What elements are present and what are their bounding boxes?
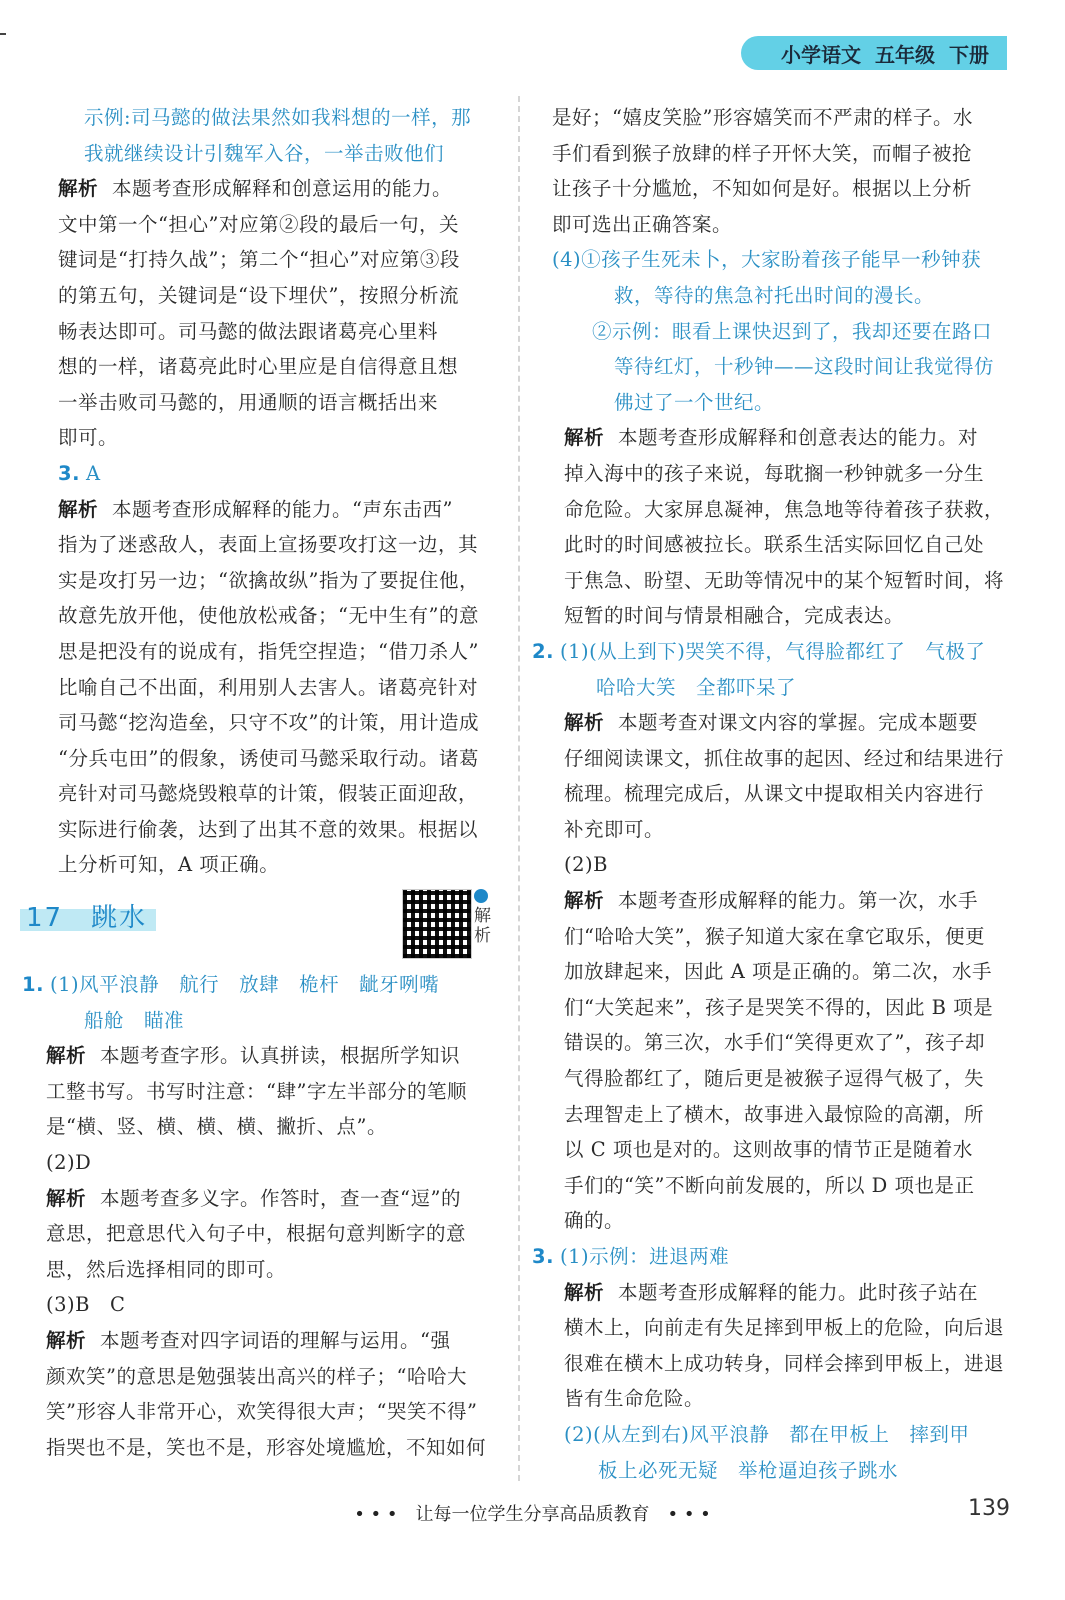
column-divider — [518, 96, 520, 1481]
text-line: 指为了迷惑敌人，表面上宣扬要攻打这一边，其 — [58, 533, 479, 557]
answer-line: 佛过了一个世纪。 — [614, 390, 775, 414]
qr-label[interactable]: 解析 — [474, 889, 496, 946]
answer-line: (2)(从左到右)风平浪静 都在甲板上 摔到甲 — [564, 1422, 970, 1446]
text-line: 们“哈哈大笑”，猴子知道大家在拿它取乐，便更 — [564, 924, 985, 948]
header-grade: 五年级 — [875, 42, 935, 67]
sub-answer: (3)B C — [46, 1293, 126, 1317]
text-line: 补充即可。 — [564, 817, 665, 841]
text-line: 意思，把意思代入句子中，根据句意判断字的意 — [46, 1222, 467, 1246]
left-column — [22, 100, 504, 1465]
text-line: 错误的。第三次，水手们“笑得更欢了”，孩子却 — [564, 1031, 985, 1055]
text-line: 是好；“嬉皮笑脸”形容嬉笑而不严肃的样子。水 — [552, 106, 973, 129]
question-number: 1. — [22, 973, 44, 997]
analysis-tag: 解析 — [58, 497, 99, 521]
text-line: 很难在横木上成功转身，同样会摔到甲板上，进退 — [564, 1351, 1005, 1375]
text-line: 们“大笑起来”，孩子是哭笑不得的，因此 B 项是 — [564, 995, 994, 1019]
margin-mark — [0, 33, 6, 35]
analysis-tag: 解析 — [564, 889, 605, 913]
text-line: 的第五句，关键词是“设下埋伏”，按照分析流 — [58, 283, 459, 307]
analysis-tag: 解析 — [58, 177, 99, 201]
answer-line: 哈哈大笑 全都吓呆了 — [596, 675, 797, 699]
explanation: 解析 本题考查形成解释的能力。第一次，水手 — [564, 889, 979, 913]
text-line: 加放肆起来，因此 A 项是正确的。第二次，水手 — [564, 960, 992, 984]
text-line: 指哭也不是，笑也不是，形容处境尴尬，不知如何 — [46, 1435, 487, 1459]
explanation: 解析 本题考查对四字词语的理解与运用。“强 — [46, 1329, 451, 1352]
header-subject: 小学语文 — [781, 42, 861, 67]
question-1: 1. (1)风平浪静 航行 放肆 桅杆 龇牙咧嘴 — [22, 967, 504, 1003]
analysis-tag: 解析 — [564, 1280, 605, 1304]
question-3: 3. (1)示例：进退两难 — [532, 1239, 1018, 1275]
right-column — [532, 100, 1018, 1488]
text-line: 去理智走上了横木，故事进入最惊险的高潮，所 — [564, 1102, 985, 1126]
header-volume: 下册 — [949, 42, 989, 67]
text-line: “分兵屯田”的假象，诱使司马懿采取行动。诸葛 — [58, 746, 479, 770]
footer-slogan: • • • 让每一位学生分享高品质教育 • • • — [354, 1504, 711, 1525]
text-line: 梳理。梳理完成后，从课文中提取相关内容进行 — [564, 782, 985, 806]
answer-line: (4)①孩子生死未卜，大家盼着孩子能早一秒钟获 — [552, 248, 982, 272]
text-line: 颜欢笑”的意思是勉强装出高兴的样子；“哈哈大 — [46, 1364, 467, 1388]
explanation: 解析 本题考查形成解释的能力。此时孩子站在 — [564, 1280, 979, 1304]
answer-line: 示例:司马懿的做法果然如我料想的一样，那 — [84, 106, 472, 129]
text-line: 确的。 — [564, 1209, 625, 1233]
answer-line: ②示例：眼看上课快迟到了，我却还要在路口 — [592, 319, 993, 343]
explanation: 解析 本题考查对课文内容的掌握。完成本题要 — [564, 711, 979, 735]
header-tab — [741, 36, 1007, 70]
lesson-heading — [26, 889, 504, 967]
page-number: 139 — [968, 1496, 1010, 1521]
text-line: 笑”形容人非常开心，欢笑得很大声；“哭笑不得” — [46, 1400, 478, 1424]
qr-code[interactable] — [402, 889, 472, 959]
text-line: 畅表达即可。司马懿的做法跟诸葛亮心里料 — [58, 319, 439, 343]
text-line: 即可选出正确答案。 — [552, 212, 733, 236]
explanation: 解析 本题考查形成解释的能力。“声东击西” — [58, 497, 453, 521]
explanation: 解析 本题考查多义字。作答时，查一查“逗”的 — [46, 1186, 461, 1210]
text-line: 手们的“笑”不断向前发展的，所以 D 项也是正 — [564, 1173, 975, 1197]
text-line: 短暂的时间与情景相融合，完成表达。 — [564, 604, 905, 628]
text-line: 思，然后选择相同的即可。 — [46, 1257, 287, 1281]
lesson-title: 17 跳水 — [26, 903, 148, 934]
text-line: 掉入海中的孩子来说，每耽搁一秒钟就多一分生 — [564, 461, 985, 485]
text-line: 皆有生命危险。 — [564, 1387, 705, 1411]
analysis-tag: 解析 — [46, 1044, 87, 1068]
text-line: 比喻自己不出面，利用别人去害人。诸葛亮针对 — [58, 675, 479, 699]
question-2: 2. (1)(从上到下)哭笑不得，气得脸都红了 气极了 — [532, 634, 1018, 670]
text-line: 命危险。大家屏息凝神，焦急地等待着孩子获救， — [564, 497, 1005, 521]
play-icon — [474, 889, 488, 903]
analysis-tag: 解析 — [46, 1186, 87, 1210]
analysis-tag: 解析 — [46, 1329, 87, 1352]
question-number: 3. — [532, 1245, 554, 1268]
text-line: 文中第一个“担心”对应第②段的最后一句，关 — [58, 212, 459, 236]
text-line: 此时的时间感被拉长。联系生活实际回忆自己处 — [564, 533, 985, 557]
question-3 — [46, 456, 504, 492]
text-line: 实是攻打另一边；“欲擒故纵”指为了要捉住他， — [58, 568, 479, 592]
sub-answer: (2)D — [46, 1151, 92, 1175]
text-line: 工整书写。书写时注意：“肆”字左半部分的笔顺 — [46, 1079, 467, 1103]
text-line: 思是把没有的说成有，指凭空捏造；“借刀杀人” — [58, 639, 479, 663]
analysis-tag: 解析 — [564, 711, 605, 735]
analysis-tag: 解析 — [564, 426, 605, 450]
text-line: 一举击败司马懿的，用通顺的语言概括出来 — [58, 390, 439, 414]
text-line: 实际进行偷袭，达到了出其不意的效果。根据以 — [58, 817, 479, 841]
answer: A — [86, 461, 101, 485]
answer-line: 我就继续设计引魏军入谷，一举击败他们 — [84, 141, 445, 165]
text-line: 故意先放开他，使他放松戒备；“无中生有”的意 — [58, 604, 479, 628]
text-line: 手们看到猴子放肆的样子开怀大笑，而帽子被抢 — [552, 141, 973, 165]
text-line: 键词是“打持久战”；第二个“担心”对应第③段 — [58, 248, 460, 272]
text-line: 亮针对司马懿烧毁粮草的计策，假装正面迎敌， — [58, 782, 479, 806]
text-line: 是“横、竖、横、横、横、撇折、点”。 — [46, 1115, 387, 1139]
text-line: 想的一样，诸葛亮此时心里应是自信得意且想 — [58, 355, 459, 379]
text-line: 于焦急、盼望、无助等情况中的某个短暂时间，将 — [564, 568, 1005, 592]
answer-line: 救，等待的焦急衬托出时间的漫长。 — [614, 283, 935, 307]
question-number: 3. — [58, 461, 80, 485]
text-line: 横木上，向前走有失足摔到甲板上的危险，向后退 — [564, 1316, 1005, 1340]
text-line: 即可。 — [58, 426, 119, 450]
answer-line: 板上必死无疑 举枪逼迫孩子跳水 — [598, 1458, 899, 1482]
text-line: 上分析可知，A 项正确。 — [58, 853, 280, 877]
explanation: 解析 本题考查形成解释和创意表达的能力。对 — [564, 426, 979, 450]
explanation: 解析 本题考查形成解释和创意运用的能力。 — [58, 177, 453, 201]
answer-line: 船舱 瞄准 — [84, 1008, 185, 1032]
question-number: 2. — [532, 639, 554, 663]
explanation: 解析 本题考查字形。认真拼读，根据所学知识 — [46, 1044, 461, 1068]
text-line: 司马懿“挖沟造垒，只守不攻”的计策，用计造成 — [58, 711, 479, 735]
text-line: 以 C 项也是对的。这则故事的情节正是随着水 — [564, 1138, 973, 1162]
text-line: 让孩子十分尴尬，不知如何是好。根据以上分析 — [552, 177, 973, 201]
answer-line: 等待红灯，十秒钟——这段时间让我觉得仿 — [614, 355, 995, 379]
sub-answer: (2)B — [564, 853, 608, 877]
text-line: 仔细阅读课文，抓住故事的起因、经过和结果进行 — [564, 746, 1005, 770]
text-line: 气得脸都红了，随后更是被猴子逗得气极了，失 — [564, 1067, 985, 1091]
